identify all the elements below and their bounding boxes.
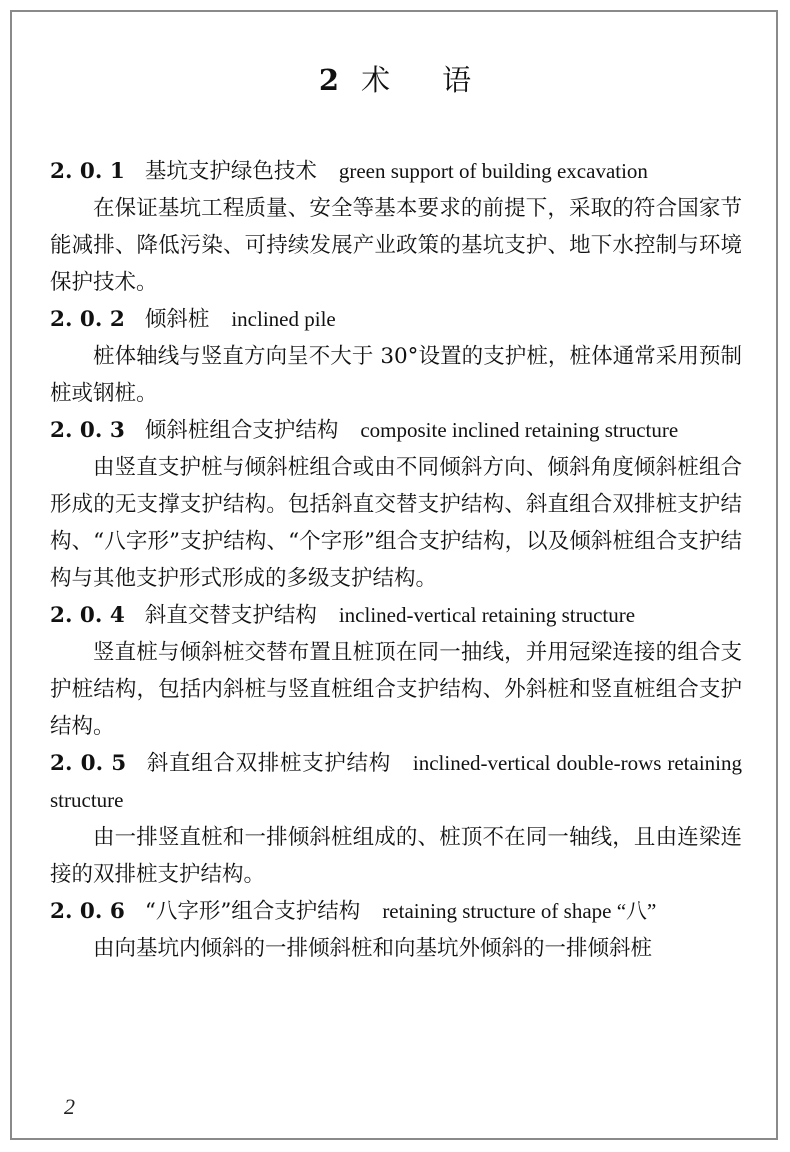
term-english: composite inclined retaining structure <box>360 418 679 442</box>
term-english: inclined pile <box>231 307 336 331</box>
chapter-title-char-1: 术 <box>361 63 391 97</box>
term-heading <box>50 745 742 819</box>
term-number: 2. 0. 5 <box>50 751 127 776</box>
term-definition: 竖直桩与倾斜桩交替布置且桩顶在同一抽线，并用冠梁连接的组合支护桩结构，包括内斜桩与竖直桩组合支护结构、外斜桩和竖直桩组合支护结构。 <box>50 640 742 739</box>
term-chinese: 倾斜桩组合支护结构 <box>144 418 339 443</box>
term-english: green support of building excavation <box>338 159 648 183</box>
chapter-title-char-2: 语 <box>442 63 472 97</box>
term-definition: 由竖直支护桩与倾斜桩组合或由不同倾斜方向、倾斜角度倾斜桩组合形成的无支撑支护结构。包括斜直交替支护结构、斜直组合双排桩支护结构、“八字形”支护结构、“个字形”组合支护结构，以及倾斜桩组合支护结构与其他支护形式形成的多级支护结构。 <box>50 455 742 591</box>
term-entry <box>50 412 742 597</box>
term-heading <box>50 412 742 449</box>
chapter-number: 2 <box>318 63 340 97</box>
term-number: 2. 0. 1 <box>50 159 125 184</box>
term-english: retaining structure of shape “八” <box>382 899 657 923</box>
chapter-title <box>0 58 790 99</box>
term-chinese: 斜直交替支护结构 <box>144 603 317 628</box>
term-entry <box>50 597 742 745</box>
term-definition: 桩体轴线与竖直方向呈不大于 30°设置的支护桩，桩体通常采用预制桩或钢桩。 <box>50 344 742 406</box>
term-definition: 由一排竖直桩和一排倾斜桩组成的、桩顶不在同一轴线，且由连梁连接的双排桩支护结构。 <box>50 825 742 887</box>
term-chinese: 基坑支护绿色技术 <box>144 159 317 184</box>
term-chinese: “八字形”组合支护结构 <box>144 899 361 924</box>
term-chinese: 倾斜桩 <box>144 307 210 332</box>
term-entry <box>50 301 742 412</box>
term-number: 2. 0. 2 <box>50 307 125 332</box>
term-definition: 由向基坑内倾斜的一排倾斜桩和向基坑外倾斜的一排倾斜桩 <box>93 936 653 961</box>
term-chinese: 斜直组合双排桩支护结构 <box>146 751 391 776</box>
term-heading <box>50 597 742 634</box>
term-entry <box>50 893 742 967</box>
term-english: inclined-vertical retaining structure <box>338 603 636 627</box>
term-number: 2. 0. 3 <box>50 418 125 443</box>
page-number: 2 <box>64 1094 75 1119</box>
term-number: 2. 0. 4 <box>50 603 125 628</box>
term-heading <box>50 893 742 930</box>
term-entry <box>50 153 742 301</box>
term-number: 2. 0. 6 <box>50 899 125 924</box>
terms-content <box>50 153 742 967</box>
term-heading <box>50 301 742 338</box>
term-heading <box>50 153 742 190</box>
term-definition: 在保证基坑工程质量、安全等基本要求的前提下，采取的符合国家节能减排、降低污染、可持续发展产业政策的基坑支护、地下水控制与环境保护技术。 <box>50 196 742 295</box>
term-english: inclined-vertical double-rows retaining structure <box>50 751 742 812</box>
term-entry <box>50 745 742 893</box>
